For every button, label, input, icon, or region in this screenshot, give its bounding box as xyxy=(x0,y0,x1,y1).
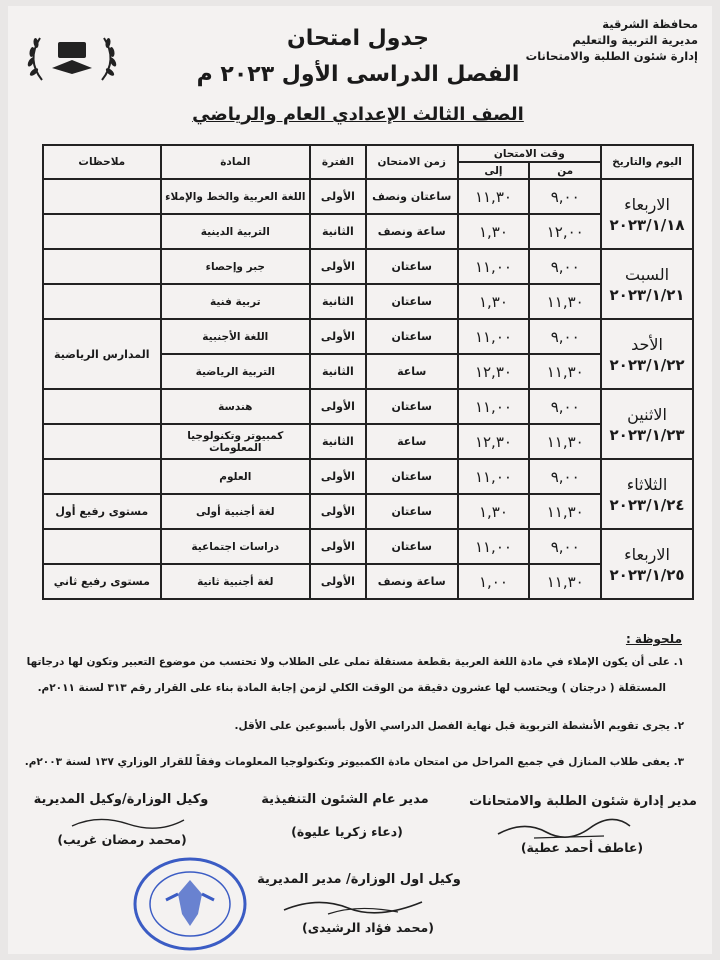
header-line: مديرية التربية والتعليم xyxy=(572,33,698,47)
exam-date: ٢٠٢٣/١/٢١ xyxy=(609,286,685,304)
signature-block xyxy=(240,792,450,807)
exam-date: ٢٠٢٣/١/١٨ xyxy=(609,216,685,234)
exam-duration: ساعتان xyxy=(366,459,458,494)
exam-note: مستوى رفيع أول xyxy=(43,494,161,529)
table-row xyxy=(43,494,693,529)
time-from: ١١,٣٠ xyxy=(529,284,601,319)
signature-name: (دعاء زكريا عليوة) xyxy=(291,824,403,839)
exam-date: ٢٠٢٣/١/٢٤ xyxy=(609,496,685,514)
exam-subject: التربية الرياضية xyxy=(161,354,310,389)
exam-subject: اللغة العربية والخط والإملاء xyxy=(161,179,310,214)
time-from: ٩,٠٠ xyxy=(529,389,601,424)
day-date-cell xyxy=(601,529,693,599)
time-to: ١١,٠٠ xyxy=(458,459,530,494)
exam-note xyxy=(43,389,161,424)
time-to: ١١,٠٠ xyxy=(458,389,530,424)
exam-date: ٢٠٢٣/١/٢٥ xyxy=(609,566,685,584)
header-period: الفترة xyxy=(310,145,366,179)
time-from: ١١,٣٠ xyxy=(529,564,601,599)
header-line: إدارة شئون الطلبة والامتحانات xyxy=(525,49,698,63)
time-to: ١١,٠٠ xyxy=(458,319,530,354)
exam-period: الأولى xyxy=(310,564,366,599)
exam-period: الأولى xyxy=(310,179,366,214)
day-name: السبت xyxy=(624,265,670,284)
exam-date: ٢٠٢٣/١/٢٣ xyxy=(609,426,685,444)
header-subject: المادة xyxy=(161,145,310,179)
exam-schedule-table xyxy=(42,144,694,600)
signature-title: مدير إدارة شئون الطلبة والامتحانات xyxy=(469,794,697,809)
signature-scribble-icon xyxy=(68,812,188,834)
time-to: ١٢,٣٠ xyxy=(458,424,530,459)
exam-period: الثانية xyxy=(310,214,366,249)
time-to: ١١,٠٠ xyxy=(458,529,530,564)
time-to: ١,٣٠ xyxy=(458,284,530,319)
official-stamp-icon xyxy=(130,854,250,954)
exam-period: الأولى xyxy=(310,529,366,564)
ministry-emblem-icon xyxy=(22,28,122,88)
term-title: الفصل الدراسى الأول ٢٠٢٣ م xyxy=(196,62,520,87)
exam-note xyxy=(43,529,161,564)
exam-duration: ساعة xyxy=(366,424,458,459)
document-page xyxy=(8,6,712,954)
time-to: ١,٣٠ xyxy=(458,494,530,529)
time-from: ١١,٣٠ xyxy=(529,424,601,459)
signature-block xyxy=(16,792,226,807)
exam-duration: ساعتان xyxy=(366,319,458,354)
day-name: الأحد xyxy=(631,335,663,354)
header-day-date: اليوم والتاريخ xyxy=(601,145,693,179)
exam-subject: كمبيوتر وتكنولوجيا المعلومات xyxy=(161,424,310,459)
exam-period: الأولى xyxy=(310,494,366,529)
time-from: ٩,٠٠ xyxy=(529,319,601,354)
exam-duration: ساعة ونصف xyxy=(366,214,458,249)
exam-duration: ساعتان xyxy=(366,529,458,564)
exam-duration: ساعتان xyxy=(366,284,458,319)
exam-duration: ساعتان xyxy=(366,389,458,424)
exam-subject: لغة أجنبية أولى xyxy=(161,494,310,529)
exam-subject: جبر وإحصاء xyxy=(161,249,310,284)
header-notes: ملاحظات xyxy=(43,145,161,179)
header-duration: زمن الامتحان xyxy=(366,145,458,179)
table-row xyxy=(43,319,693,354)
signature-block xyxy=(244,872,474,887)
note-item: ١. على أن يكون الإملاء في مادة اللغة العربية بقطعة مستقلة تملى على الطلاب ولا تحتسب من موضوع التعبير وتكون لها درجاتها xyxy=(26,656,684,668)
exam-date: ٢٠٢٣/١/٢٢ xyxy=(609,356,685,374)
exam-subject: اللغة الأجنبية xyxy=(161,319,310,354)
signature-title: مدير عام الشئون التنفيذية xyxy=(261,792,429,807)
exam-period: الثانية xyxy=(310,284,366,319)
note-item: المستقلة ( درجتان ) ويحتسب لها عشرون دقيقة من الوقت الكلي لزمن إجابة المادة بناء على القرار رقم ٣١٣ لسنة ٢٠١١م. xyxy=(37,682,666,694)
table-row xyxy=(43,214,693,249)
exam-period: الثانية xyxy=(310,354,366,389)
time-to: ١,٣٠ xyxy=(458,214,530,249)
day-name: الثلاثاء xyxy=(626,475,668,494)
table-row xyxy=(43,459,693,494)
header-from: من xyxy=(529,162,601,179)
exam-note: مستوى رفيع ثاني xyxy=(43,564,161,599)
time-from: ١١,٣٠ xyxy=(529,354,601,389)
exam-period: الثانية xyxy=(310,424,366,459)
time-to: ١٢,٣٠ xyxy=(458,354,530,389)
time-from: ١١,٣٠ xyxy=(529,494,601,529)
exam-subject: التربية الدينية xyxy=(161,214,310,249)
table-row xyxy=(43,179,693,214)
time-to: ١١,٣٠ xyxy=(458,179,530,214)
day-name: الاثنين xyxy=(627,405,667,424)
time-from: ١٢,٠٠ xyxy=(529,214,601,249)
exam-period: الأولى xyxy=(310,319,366,354)
exam-note xyxy=(43,249,161,284)
exam-duration: ساعة xyxy=(366,354,458,389)
note-item: ٢. يجرى تقويم الأنشطة التربوية قبل نهاية الفصل الدراسي الأول بأسبوعين على الأقل. xyxy=(234,720,684,732)
table-row xyxy=(43,389,693,424)
time-from: ٩,٠٠ xyxy=(529,179,601,214)
grade-title: الصف الثالث الإعدادي العام والرياضي xyxy=(192,104,524,125)
day-date-cell xyxy=(601,249,693,319)
exam-note xyxy=(43,214,161,249)
time-from: ٩,٠٠ xyxy=(529,459,601,494)
signature-name: (محمد فؤاد الرشيدى) xyxy=(301,920,435,935)
document-title: جدول امتحان xyxy=(286,26,430,51)
exam-note xyxy=(43,179,161,214)
note-item: ٣. يعفى طلاب المنازل في جميع المراحل من امتحان مادة الكمبيوتر وتكنولوجيا المعلومات وفقاً للقرار الوزاري ١٣٧ لسنة ٢٠٠٣م. xyxy=(24,756,684,768)
exam-duration: ساعتان xyxy=(366,494,458,529)
day-date-cell xyxy=(601,389,693,459)
table-row xyxy=(43,424,693,459)
exam-note xyxy=(43,424,161,459)
notes-heading: ملحوظة : xyxy=(625,632,682,646)
exam-period: الأولى xyxy=(310,459,366,494)
header-exam-time: وقت الامتحان xyxy=(458,145,602,162)
day-name: الاربعاء xyxy=(624,195,670,214)
governorate-header xyxy=(498,16,698,64)
exam-subject: هندسة xyxy=(161,389,310,424)
signature-title: وكيل الوزارة/وكيل المديرية xyxy=(33,792,209,807)
table-row xyxy=(43,564,693,599)
exam-note: المدارس الرياضية xyxy=(43,319,161,389)
table-row xyxy=(43,249,693,284)
signature-name: (عاطف أحمد عطية) xyxy=(520,840,644,855)
time-to: ١١,٠٠ xyxy=(458,249,530,284)
exam-note xyxy=(43,284,161,319)
exam-subject: تربية فنية xyxy=(161,284,310,319)
time-from: ٩,٠٠ xyxy=(529,529,601,564)
table-row xyxy=(43,284,693,319)
signature-name: (محمد رمضان غريب) xyxy=(57,832,187,847)
day-name: الاربعاء xyxy=(624,545,670,564)
time-to: ١,٠٠ xyxy=(458,564,530,599)
exam-duration: ساعة ونصف xyxy=(366,564,458,599)
day-date-cell xyxy=(601,319,693,389)
header-line: محافظة الشرقية xyxy=(602,17,698,31)
table-row xyxy=(43,529,693,564)
exam-subject: دراسات اجتماعية xyxy=(161,529,310,564)
signature-title: وكيل اول الوزارة/ مدير المديرية xyxy=(257,872,461,887)
signature-scribble-icon xyxy=(278,892,428,918)
exam-subject: العلوم xyxy=(161,459,310,494)
day-date-cell xyxy=(601,179,693,249)
day-date-cell xyxy=(601,459,693,529)
exam-duration: ساعتان xyxy=(366,249,458,284)
signature-block xyxy=(468,794,698,809)
exam-note xyxy=(43,459,161,494)
exam-period: الأولى xyxy=(310,249,366,284)
exam-duration: ساعتان ونصف xyxy=(366,179,458,214)
header-to: إلى xyxy=(458,162,530,179)
exam-period: الأولى xyxy=(310,389,366,424)
exam-subject: لغة أجنبية ثانية xyxy=(161,564,310,599)
time-from: ٩,٠٠ xyxy=(529,249,601,284)
